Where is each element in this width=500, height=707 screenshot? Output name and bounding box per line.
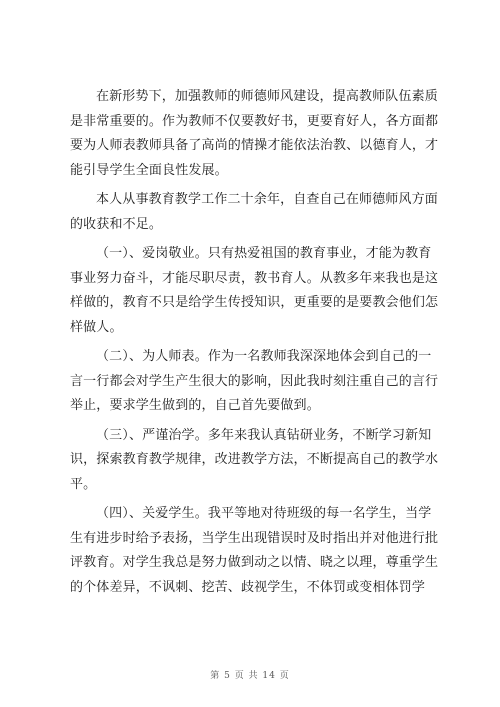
text-line: 事业努力奋斗，才能尽职尽责，教书育人。从教多年来我也是这: [70, 270, 439, 286]
text-line: （二）、为人师表。作为一名教师我深深地体会到自己的一: [96, 349, 432, 364]
text-line: 是非常重要的。作为教师不仅要教好书，更要育好人，各方面都: [70, 113, 439, 129]
text-line: 平。: [70, 476, 97, 492]
text-line: 举止，要求学生做到的，自己首先要做到。: [70, 398, 320, 413]
text-line: 评教育。对学生我总是努力做到动之以情、晓之以理，尊重学生: [70, 555, 439, 570]
paragraph-care-for-students: [70, 502, 439, 600]
text-line: 的个体差异，不讽刺、挖苦、歧视学生，不体罚或变相体罚学: [70, 579, 426, 595]
text-line: 本人从事教育教学工作二十余年，自查自己在师德师风方面: [96, 192, 438, 207]
paragraph-self-review: [70, 188, 438, 237]
text-line: 的收获和不足。: [70, 216, 163, 232]
text-line: （三）、严谨治学。多年来我认真钻研业务，不断学习新知: [96, 427, 432, 443]
text-line: 样做的，教育不只是给学生传授知识，更重要的是要教会他们怎: [70, 295, 439, 310]
text-line: 生有进步时给予表扬，当学生出现错误时及时指出并对他进行批: [70, 530, 439, 546]
text-line: 样做人。: [70, 319, 123, 335]
document-body: [70, 85, 439, 605]
paragraph-scholarship: [70, 424, 439, 498]
text-line: 识，探索教育教学规律，改进教学方法，不断提高自己的教学水: [70, 452, 439, 467]
text-line: （四）、关爱学生。我平等地对待班级的每一名学生，当学: [96, 506, 432, 521]
paragraph-dedication: [70, 242, 439, 340]
text-line: 要为人师表教师具备了高尚的情操才能依法治教、以德育人，才: [70, 138, 439, 153]
text-line: 言一行都会对学生产生很大的影响，因此我时刻注重自己的言行: [70, 373, 439, 389]
text-line: （一）、爱岗敬业。只有热爱祖国的教育事业，才能为教育: [96, 246, 432, 261]
paragraph-role-model: [70, 345, 439, 419]
text-line: 能引导学生全面良性发展。: [70, 162, 228, 178]
page-number-footer: 第 5 页 共 14 页: [210, 671, 290, 681]
paragraph-intro: [70, 85, 439, 183]
text-line: 在新形势下，加强教师的师德师风建设，提高教师队伍素质: [96, 89, 438, 104]
